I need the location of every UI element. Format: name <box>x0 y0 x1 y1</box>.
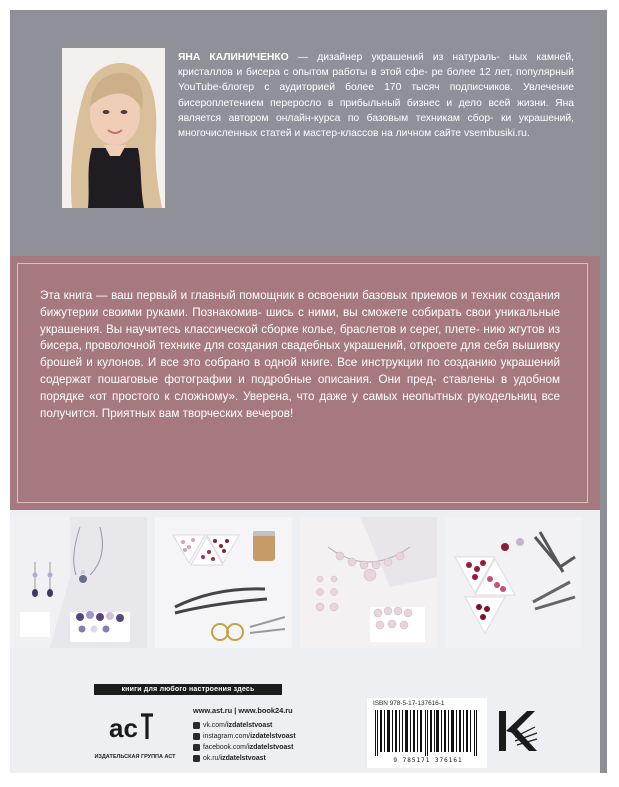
jewelry-photo-garnet-beads <box>445 517 582 648</box>
author-bio-line: ных камней, кристаллов и бисера с опытом работы в этой сфе- <box>178 52 574 79</box>
barcode <box>373 710 481 756</box>
vk-icon <box>193 722 200 729</box>
description-line: Эта книга — ваш первый и главный помощник в освоении базовых <box>40 289 408 302</box>
ok-icon <box>193 755 200 762</box>
author-bio-line: ки украшений, многочисленных статей и мастер-классов <box>178 112 574 140</box>
author-name: ЯНА КАЛИНИЧЕНКО <box>178 52 289 63</box>
description-line: это собрано в одной книге. Все инструкции по созданию украшений <box>183 356 560 370</box>
publisher-caption: ИЗДАТЕЛЬСКАЯ ГРУППА АСТ <box>94 754 176 760</box>
author-bio-line: является автором онлайн-курса по базовым техникам сбор- <box>178 112 494 124</box>
author-bio-line: переросло в прибыльный бизнес и дело всей жизни. Яна <box>270 97 574 109</box>
author-bio-line: на личном сайте vsembusiki.ru. <box>381 128 530 140</box>
description-line: творческих вечеров! <box>182 406 294 420</box>
social-prefix: facebook.com/ <box>203 744 248 751</box>
barcode-digits: 9 785171 376161 <box>393 757 463 764</box>
description-line: приемов и техник создания бижутерии своими руками. Познакомив- <box>40 289 561 319</box>
instagram-icon <box>193 733 200 740</box>
svg-text:ас: ас <box>109 713 138 743</box>
description-line: Вы научитесь классической сборке колье, браслетов и серег, плете- <box>105 322 480 336</box>
social-prefix: instagram.com/ <box>203 733 251 740</box>
social-handle: izdatelstvoast <box>250 733 296 740</box>
description-line: ставлены в удобном порядке «от простого к сложному». Уверена, что <box>40 372 561 403</box>
social-link-vk[interactable] <box>193 720 343 731</box>
publisher-slogan: книги для любого настроения здесь <box>94 684 282 695</box>
social-link-instagram[interactable] <box>193 731 343 742</box>
isbn-text: ISBN 978-5-17-137616-1 <box>373 700 445 707</box>
jewelry-photo-pearl-set <box>300 517 437 648</box>
facebook-icon <box>193 744 200 751</box>
social-handle: izdatelstvoast <box>226 722 273 729</box>
social-prefix: vk.com/ <box>203 722 227 729</box>
description-line: украшений, откроете для себя вышивку брошей и кулонов. И все <box>40 339 560 370</box>
k-logo <box>491 707 543 755</box>
social-link-ok[interactable] <box>193 753 343 764</box>
book-description <box>40 288 560 422</box>
description-line: даже у самых неопытных рукодельниц все получится. Приятных вам <box>40 389 561 420</box>
social-handle: izdatelstvoast <box>247 744 294 751</box>
author-bio-line: — дизайнер украшений из натураль- <box>297 52 500 63</box>
description-line: нию жгутов из бисера, проволочной технике для создания свадебных <box>40 322 560 353</box>
author-bio-line: ре более 12 лет, популярный YouTube-блогер с аудиторией <box>178 67 574 94</box>
publisher-logo <box>103 707 155 747</box>
social-links <box>193 720 343 764</box>
jewelry-photo-tools-beads <box>155 517 292 648</box>
author-photo <box>62 48 165 208</box>
description-line: содержат пошаговые фотографии и подробные описания. Они пред- <box>40 372 437 386</box>
social-handle: izdatelstvoast <box>220 755 266 762</box>
description-line: шись с ними, вы сможете собирать свои уникальные украшения. <box>40 305 560 336</box>
author-bio <box>178 50 574 141</box>
jewelry-photo-pendant-set <box>10 517 147 648</box>
social-link-facebook[interactable] <box>193 742 343 753</box>
social-prefix: ok.ru/ <box>203 755 221 762</box>
publisher-websites: www.ast.ru | www.book24.ru <box>193 706 293 715</box>
author-bio-line: более 170 тысяч подписчиков. Увлечение бисероплетением <box>178 82 574 109</box>
cover-canvas <box>10 10 607 773</box>
spine-edge <box>600 10 607 773</box>
